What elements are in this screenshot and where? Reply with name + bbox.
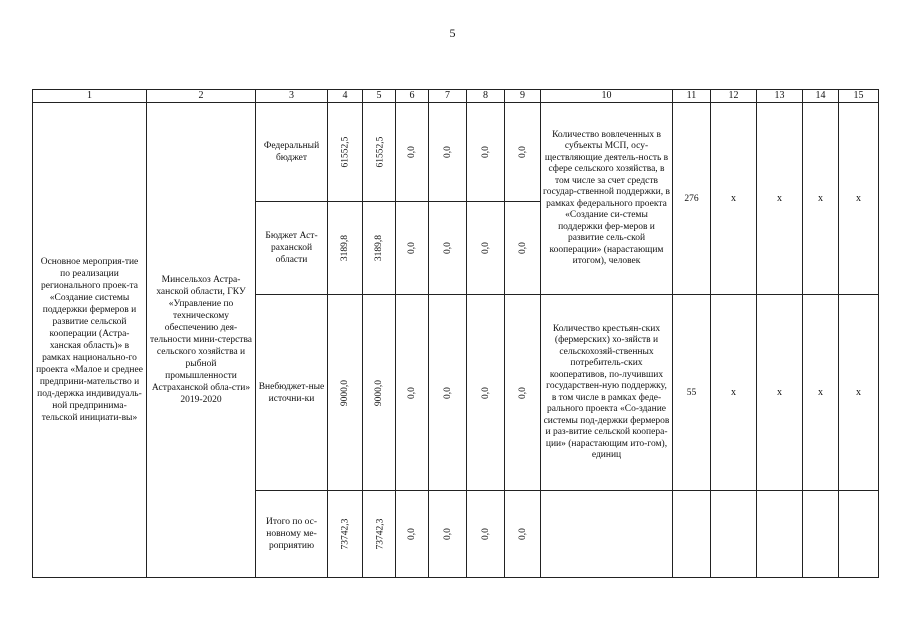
empty-cell: [541, 490, 673, 577]
amount-value: 73742,3: [340, 518, 351, 550]
col-number: 14: [803, 90, 839, 103]
amount-cell: [328, 490, 363, 577]
amount-cell: [429, 295, 467, 490]
executor-cell: [147, 103, 256, 578]
amount-cell: [396, 490, 429, 577]
amount-value: 0,0: [407, 242, 417, 255]
amount-value: 0,0: [480, 146, 491, 159]
funding-source: Внебюджет-ные источни-ки: [256, 295, 328, 490]
activity-text: Основное мероприя-тие по реализации регионального проек-та «Создание системы поддержки фермеров и развитие сельской кооперации (Астра-ханская область)» в рамках национально-го проекта «Малое и среднее предприни-мательство и под-держка индивидуаль-ной предпринима-тельской инициати-вы»: [36, 257, 143, 423]
amount-value: 61552,5: [340, 136, 351, 168]
period-text: 2019-2020: [180, 395, 222, 405]
amount-value: 0,0: [442, 242, 453, 255]
amount-value: 9000,0: [374, 379, 384, 406]
indicator-mark: x: [757, 295, 803, 490]
page-number: 5: [449, 26, 456, 40]
indicator-text: Количество крестьян-ских (фермерских) хо-зяйств и сельскохозяй-ственных потребитель-ских кооперативов, по-лучивших государствен-ную поддержку, в том числе в рамках феде-рального проекта «Со-здание системы под-держки фермеров и раз-витие сельской коопера-ции» (нарастающим ито-гом), единиц: [541, 295, 673, 490]
indicator-mark: x: [839, 103, 879, 295]
indicator-mark: x: [757, 103, 803, 295]
col-number: 1: [33, 90, 147, 103]
funding-source: Итого по ос-новному ме-роприятию: [256, 490, 328, 577]
amount-value: 3189,8: [340, 235, 350, 262]
amount-value: 61552,5: [375, 136, 386, 168]
amount-cell: [363, 295, 396, 490]
amount-cell: [328, 295, 363, 490]
amount-cell: [467, 295, 505, 490]
amount-value: 0,0: [517, 146, 528, 159]
empty-cell: [803, 490, 839, 577]
indicator-mark: x: [803, 295, 839, 490]
empty-cell: [673, 490, 711, 577]
col-number: 7: [429, 90, 467, 103]
amount-cell: [328, 103, 363, 202]
funding-source: Федеральный бюджет: [256, 103, 328, 202]
col-number: 9: [505, 90, 541, 103]
amount-cell: [363, 103, 396, 202]
amount-value: 0,0: [442, 527, 453, 540]
col-number: 12: [711, 90, 757, 103]
col-number: 15: [839, 90, 879, 103]
empty-cell: [711, 490, 757, 577]
activity-cell: [33, 103, 147, 578]
empty-cell: [757, 490, 803, 577]
amount-cell: [505, 490, 541, 577]
amount-cell: [363, 202, 396, 295]
col-number: 6: [396, 90, 429, 103]
amount-cell: [429, 490, 467, 577]
col-number: 3: [256, 90, 328, 103]
amount-value: 0,0: [517, 242, 528, 255]
amount-cell: [429, 103, 467, 202]
executor-text: Минсельхоз Астра-ханской области, ГКУ «Управление по техническому обеспечению дея-тельности мини-стерства сельского хозяйства и рыбной промышленности Астраханской обла-сти»: [149, 275, 253, 393]
amount-cell: [505, 103, 541, 202]
amount-value: 0,0: [407, 386, 417, 399]
amount-cell: [363, 490, 396, 577]
amount-value: 9000,0: [340, 379, 350, 406]
amount-cell: [396, 202, 429, 295]
col-number: 13: [757, 90, 803, 103]
amount-cell: [505, 202, 541, 295]
amount-cell: [467, 202, 505, 295]
amount-value: 0,0: [480, 242, 491, 255]
indicator-text: Количество вовлеченных в субъекты МСП, осу-ществляющие деятель-ность в сфере сельского хозяйства, в том числе за счет средств государ-ственной поддержки, в рамках федерального проекта «Создание си-стемы поддержки фер-меров и развитие сель-ской кооперации» (нарастающим итогом), человек: [541, 103, 673, 295]
amount-value: 73742,3: [375, 518, 386, 550]
table-row: [33, 103, 879, 202]
col-number: 4: [328, 90, 363, 103]
indicator-mark: x: [711, 295, 757, 490]
amount-value: 0,0: [480, 386, 491, 399]
program-table: [32, 89, 879, 578]
amount-cell: [429, 202, 467, 295]
col-number: 11: [673, 90, 711, 103]
amount-cell: [505, 295, 541, 490]
amount-cell: [467, 490, 505, 577]
amount-value: 3189,8: [374, 235, 384, 262]
amount-value: 0,0: [407, 527, 417, 540]
column-number-row: [33, 90, 879, 103]
indicator-value: 276: [673, 103, 711, 295]
amount-value: 0,0: [517, 527, 528, 540]
indicator-mark: x: [803, 103, 839, 295]
amount-cell: [396, 295, 429, 490]
amount-cell: [328, 202, 363, 295]
amount-cell: [467, 103, 505, 202]
amount-value: 0,0: [407, 146, 417, 159]
col-number: 2: [147, 90, 256, 103]
indicator-value: 55: [673, 295, 711, 490]
col-number: 5: [363, 90, 396, 103]
indicator-mark: x: [711, 103, 757, 295]
col-number: 10: [541, 90, 673, 103]
amount-value: 0,0: [442, 146, 453, 159]
amount-value: 0,0: [442, 386, 453, 399]
funding-source: Бюджет Аст-раханской области: [256, 202, 328, 295]
col-number: 8: [467, 90, 505, 103]
amount-value: 0,0: [517, 386, 528, 399]
amount-cell: [396, 103, 429, 202]
empty-cell: [839, 490, 879, 577]
indicator-mark: x: [839, 295, 879, 490]
amount-value: 0,0: [480, 527, 491, 540]
